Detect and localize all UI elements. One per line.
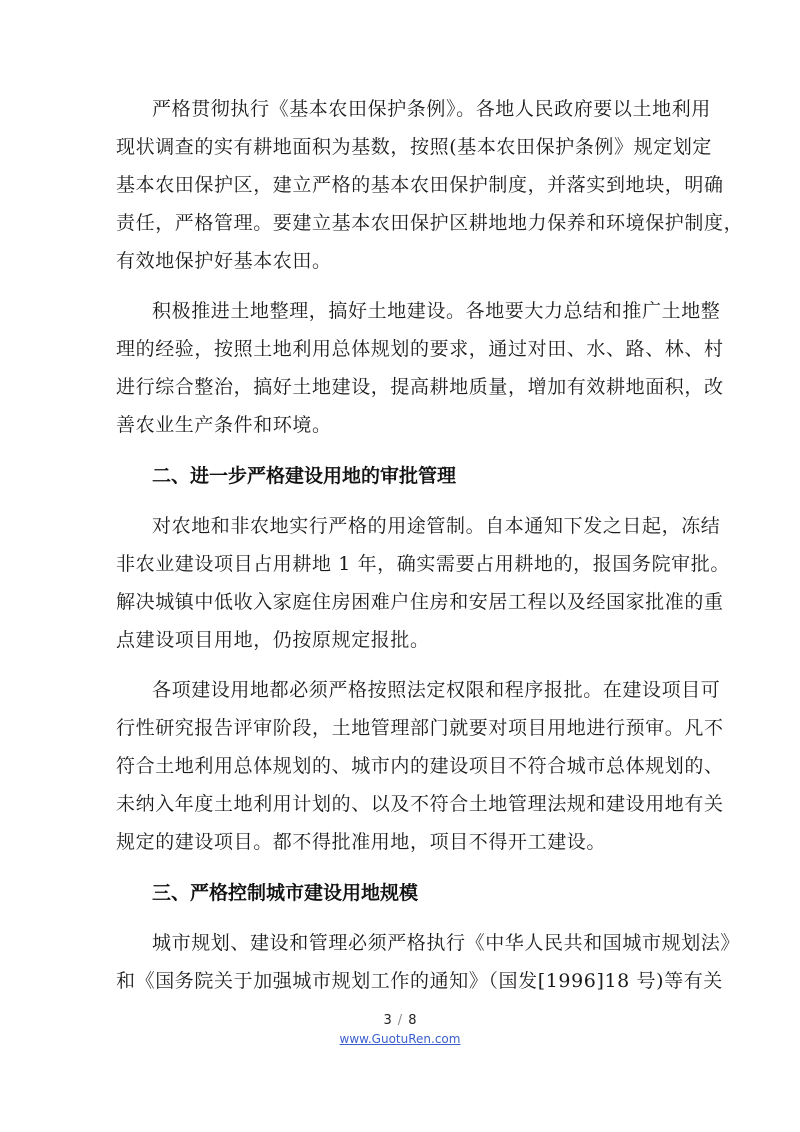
paragraph-line: 解决城镇中低收入家庭住房困难户住房和安居工程以及经国家批准的重 — [116, 591, 724, 613]
paragraph-line: 理的经验，按照土地利用总体规划的要求，通过对田、水、路、林、村 — [116, 338, 724, 360]
paragraph-line: 善农业生产条件和环境。 — [116, 414, 332, 436]
site-link[interactable]: www.GuotuRen.com — [339, 1032, 461, 1046]
paragraph-line: 积极推进土地整理，搞好土地建设。各地要大力总结和推广土地整 — [152, 300, 721, 322]
paragraph-line: 非农业建设项目占用耕地 1 年，确实需要占用耕地的，报国务院审批。 — [116, 553, 730, 575]
page-number — [0, 1013, 800, 1028]
paragraph-line: 有效地保护好基本农田。 — [116, 250, 332, 272]
paragraph-line: 未纳入年度土地利用计划的、以及不符合土地管理法规和建设用地有关 — [116, 793, 724, 815]
section-heading: 二、进一步严格建设用地的审批管理 — [152, 465, 457, 487]
paragraph-line: 行性研究报告评审阶段，土地管理部门就要对项目用地进行预审。凡不 — [116, 717, 724, 739]
paragraph-line: 责任，严格管理。要建立基本农田保护区耕地地力保养和环境保护制度， — [116, 212, 744, 234]
paragraph-line: 现状调查的实有耕地面积为基数，按照(基本农田保护条例》规定划定 — [116, 136, 713, 158]
paragraph-line: 符合土地利用总体规划的、城市内的建设项目不符合城市总体规划的、 — [116, 755, 724, 777]
paragraph-line: 城市规划、建设和管理必须严格执行《中华人民共和国城市规划法》 — [152, 932, 741, 954]
paragraph-line: 进行综合整治，搞好土地建设，提高耕地质量，增加有效耕地面积，改 — [116, 376, 724, 398]
paragraph-line: 基本农田保护区，建立严格的基本农田保护制度，并落实到地块，明确 — [116, 174, 724, 196]
current-page: 3 — [383, 1013, 392, 1028]
paragraph-line: 规定的建设项目。都不得批准用地，项目不得开工建设。 — [116, 831, 607, 853]
paragraph-line: 对农地和非农地实行严格的用途管制。自本通知下发之日起，冻结 — [152, 515, 721, 537]
page-separator: / — [397, 1013, 403, 1028]
paragraph-line: 和《国务院关于加强城市规划工作的通知》（国发[1996]18 号)等有关 — [116, 970, 723, 992]
paragraph-line: 各项建设用地都必须严格按照法定权限和程序报批。在建设项目可 — [152, 679, 721, 701]
section-heading: 三、严格控制城市建设用地规模 — [152, 882, 419, 904]
paragraph-line: 点建设项目用地，仍按原规定报批。 — [116, 629, 430, 651]
total-pages: 8 — [408, 1013, 417, 1028]
paragraph-line: 严格贯彻执行《基本农田保护条例》。各地人民政府要以土地利用 — [152, 98, 711, 120]
